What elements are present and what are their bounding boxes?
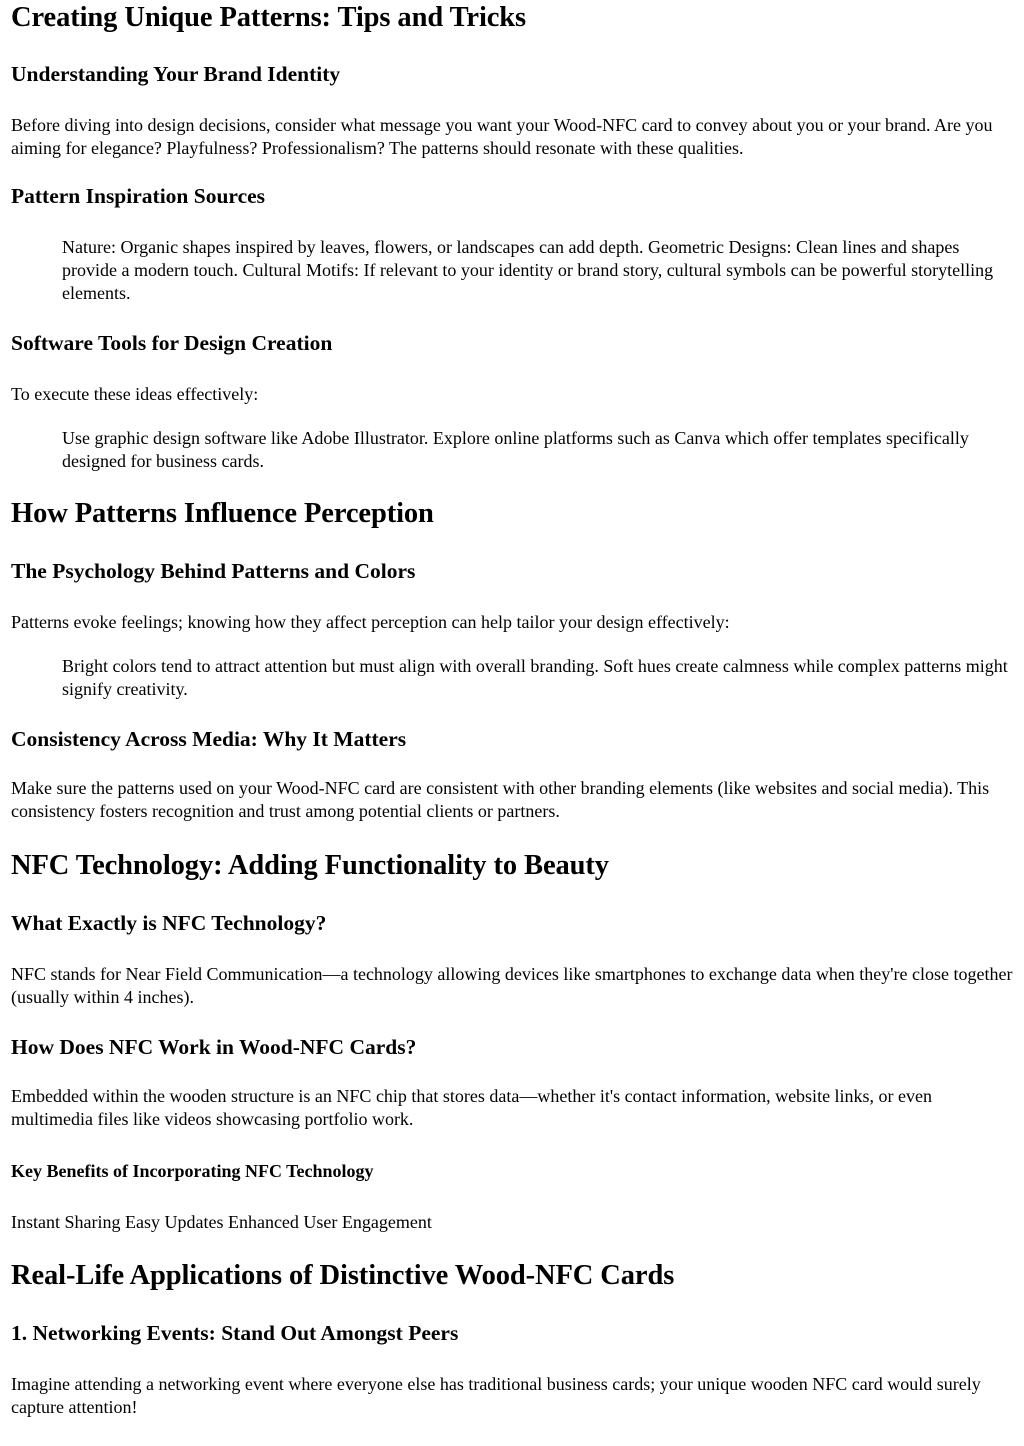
paragraph-psychology: Patterns evoke feelings; knowing how they affect perception can help tailor your design effectively: xyxy=(11,612,730,632)
subheading-software-tools: Software Tools for Design Creation xyxy=(11,331,333,355)
paragraph-what-is-nfc: NFC stands for Near Field Communication—a technology allowing devices like smartphones to exchange data when they're close together (usually within 4 inches). xyxy=(11,964,1013,1007)
subheading-how-nfc-works: How Does NFC Work in Wood-NFC Cards? xyxy=(11,1035,417,1059)
subheading-brand-identity: Understanding Your Brand Identity xyxy=(11,62,341,86)
paragraph-brand-identity: Before diving into design decisions, consider what message you want your Wood-NFC card to convey about you or your brand. Are you aiming for elegance? Playfulness? Professionalism? The patterns should resonate with these qualities. xyxy=(11,115,993,158)
paragraph-how-nfc-works: Embedded within the wooden structure is an NFC chip that stores data—whether it's contact information, website links, or even multimedia files like videos showcasing portfolio work. xyxy=(11,1086,933,1129)
quote-software-tools: Use graphic design software like Adobe Illustrator. Explore online platforms such as Canva which offer templates specifically designed for business cards. xyxy=(62,428,969,471)
paragraph-key-benefits: Instant Sharing Easy Updates Enhanced User Engagement xyxy=(11,1212,432,1232)
quote-psychology: Bright colors tend to attract attention but must align with overall branding. Soft hues create calmness while complex patterns might signify creativity. xyxy=(62,656,1008,699)
subheading-key-benefits: Key Benefits of Incorporating NFC Technology xyxy=(11,1161,374,1181)
section-heading-real-life-applications: Real-Life Applications of Distinctive Wood-NFC Cards xyxy=(11,1260,675,1291)
paragraph-consistency: Make sure the patterns used on your Wood-NFC card are consistent with other branding elements (like websites and social media). This consistency fosters recognition and trust among potential clients or partners. xyxy=(11,778,990,821)
subheading-consistency: Consistency Across Media: Why It Matters xyxy=(11,727,407,751)
section-heading-nfc-technology: NFC Technology: Adding Functionality to Beauty xyxy=(11,850,609,881)
section-heading-patterns-perception: How Patterns Influence Perception xyxy=(11,498,434,529)
paragraph-networking-events: Imagine attending a networking event where everyone else has traditional business cards; your unique wooden NFC card would surely capture attention! xyxy=(11,1374,981,1417)
paragraph-software-tools: To execute these ideas effectively: xyxy=(11,384,259,404)
quote-pattern-inspiration: Nature: Organic shapes inspired by leaves, flowers, or landscapes can add depth. Geometric Designs: Clean lines and shapes provide a modern touch. Cultural Motifs: If relevant to your identity or brand story, cultural symbols can be powerful storytelling elements. xyxy=(62,237,994,303)
subheading-networking-events: 1. Networking Events: Stand Out Amongst Peers xyxy=(11,1321,459,1345)
subheading-psychology: The Psychology Behind Patterns and Colors xyxy=(11,559,416,583)
section-heading-creating-unique-patterns: Creating Unique Patterns: Tips and Tricks xyxy=(11,2,527,33)
subheading-what-is-nfc: What Exactly is NFC Technology? xyxy=(11,911,327,935)
subheading-pattern-inspiration: Pattern Inspiration Sources xyxy=(11,184,266,208)
